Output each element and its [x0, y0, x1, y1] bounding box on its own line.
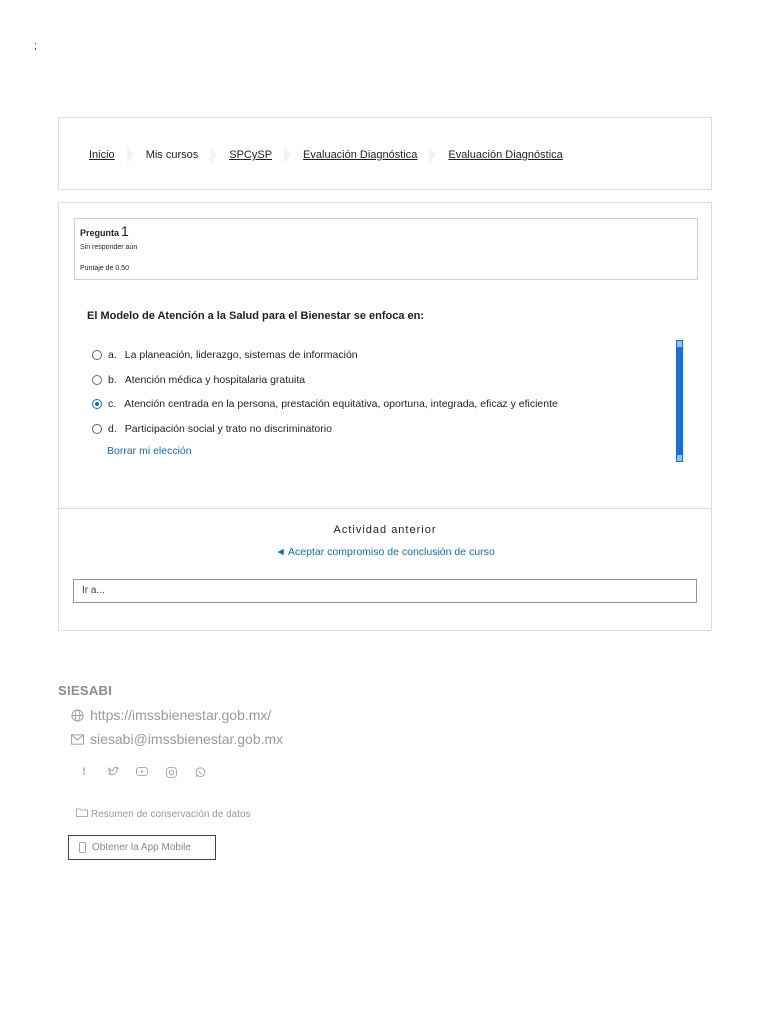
breadcrumb-section[interactable]: Evaluación Diagnóstica	[303, 149, 418, 161]
stray-character: ;	[34, 40, 38, 52]
answer-option-a[interactable]	[92, 343, 672, 368]
breadcrumb-card	[58, 117, 712, 190]
footer-email-link[interactable]: siesabi@imssbienestar.gob.mx	[90, 731, 284, 747]
facebook-icon[interactable]: f	[82, 767, 86, 778]
previous-activity-link[interactable]: ◄ Aceptar compromiso de conclusión de curso	[275, 546, 495, 558]
answer-scrollbar[interactable]	[676, 340, 683, 462]
breadcrumb-my-courses: Mis cursos	[145, 149, 199, 161]
answer-text: Participación social y trato no discriminatorio	[124, 422, 332, 435]
question-info-box	[74, 218, 698, 280]
previous-activity-title: Actividad anterior	[333, 524, 437, 536]
youtube-icon[interactable]	[136, 767, 148, 781]
quiz-card	[58, 202, 712, 631]
social-links	[78, 767, 206, 781]
breadcrumb-separator	[429, 146, 436, 164]
answer-option-c[interactable]	[92, 392, 672, 417]
breadcrumb-home[interactable]: Inicio	[89, 149, 115, 161]
breadcrumb-separator	[210, 146, 217, 164]
whatsapp-icon[interactable]	[194, 767, 206, 781]
question-label: Pregunta	[80, 228, 120, 238]
answer-letter: d.	[108, 422, 117, 435]
instagram-icon[interactable]	[165, 767, 177, 781]
folder-icon	[76, 808, 88, 820]
radio-a[interactable]	[92, 350, 102, 360]
jump-to-select[interactable]: Ir a...	[73, 579, 697, 603]
answer-option-b[interactable]	[92, 368, 672, 393]
question-grade: Puntaje de 0.50	[80, 265, 130, 272]
footer-email-row[interactable]	[70, 731, 283, 747]
mobile-phone-icon	[79, 842, 86, 853]
answer-text: Atención médica y hospitalaria gratuita	[124, 373, 306, 386]
get-mobile-app-button[interactable]	[68, 835, 216, 860]
data-retention-label: Resumen de conservación de datos	[91, 808, 251, 820]
breadcrumb-activity[interactable]: Evaluación Diagnóstica	[448, 149, 563, 161]
answer-option-d[interactable]	[92, 417, 672, 442]
breadcrumb	[89, 146, 563, 164]
scroll-up-arrow-icon[interactable]	[677, 341, 682, 347]
footer-website-row[interactable]	[70, 707, 271, 723]
radio-c[interactable]	[92, 399, 102, 409]
breadcrumb-course[interactable]: SPCySP	[229, 149, 273, 161]
breadcrumb-separator	[284, 146, 291, 164]
question-text: El Modelo de Atención a la Salud para el Bienestar se enfoca en:	[87, 310, 425, 322]
footer-website-link[interactable]: https://imssbienestar.gob.mx/	[90, 707, 272, 723]
answer-text: Atención centrada en la persona, prestación equitativa, oportuna, integrada, eficaz y eficiente	[124, 398, 558, 411]
question-number	[80, 224, 692, 240]
question-number-value: 1	[121, 223, 129, 239]
data-retention-link[interactable]	[76, 808, 251, 820]
clear-choice-link[interactable]: Borrar mi elección	[107, 445, 192, 457]
answer-text: La planeación, liderazgo, sistemas de información	[124, 349, 358, 362]
question-state: Sin responder aún	[80, 244, 138, 251]
answer-list	[92, 343, 672, 441]
breadcrumb-separator	[127, 146, 134, 164]
radio-d[interactable]	[92, 424, 102, 434]
answer-letter: a.	[108, 349, 117, 362]
radio-b[interactable]	[92, 375, 102, 385]
get-mobile-app-label: Obtener la App Mobile	[92, 842, 191, 853]
answer-letter: c.	[108, 398, 117, 411]
scroll-down-arrow-icon[interactable]	[677, 455, 682, 461]
twitter-icon[interactable]	[107, 767, 119, 781]
divider	[59, 508, 711, 509]
envelope-icon	[70, 734, 84, 745]
footer-brand: SIESABI	[58, 683, 113, 698]
answer-letter: b.	[108, 373, 117, 386]
globe-icon	[70, 709, 84, 722]
